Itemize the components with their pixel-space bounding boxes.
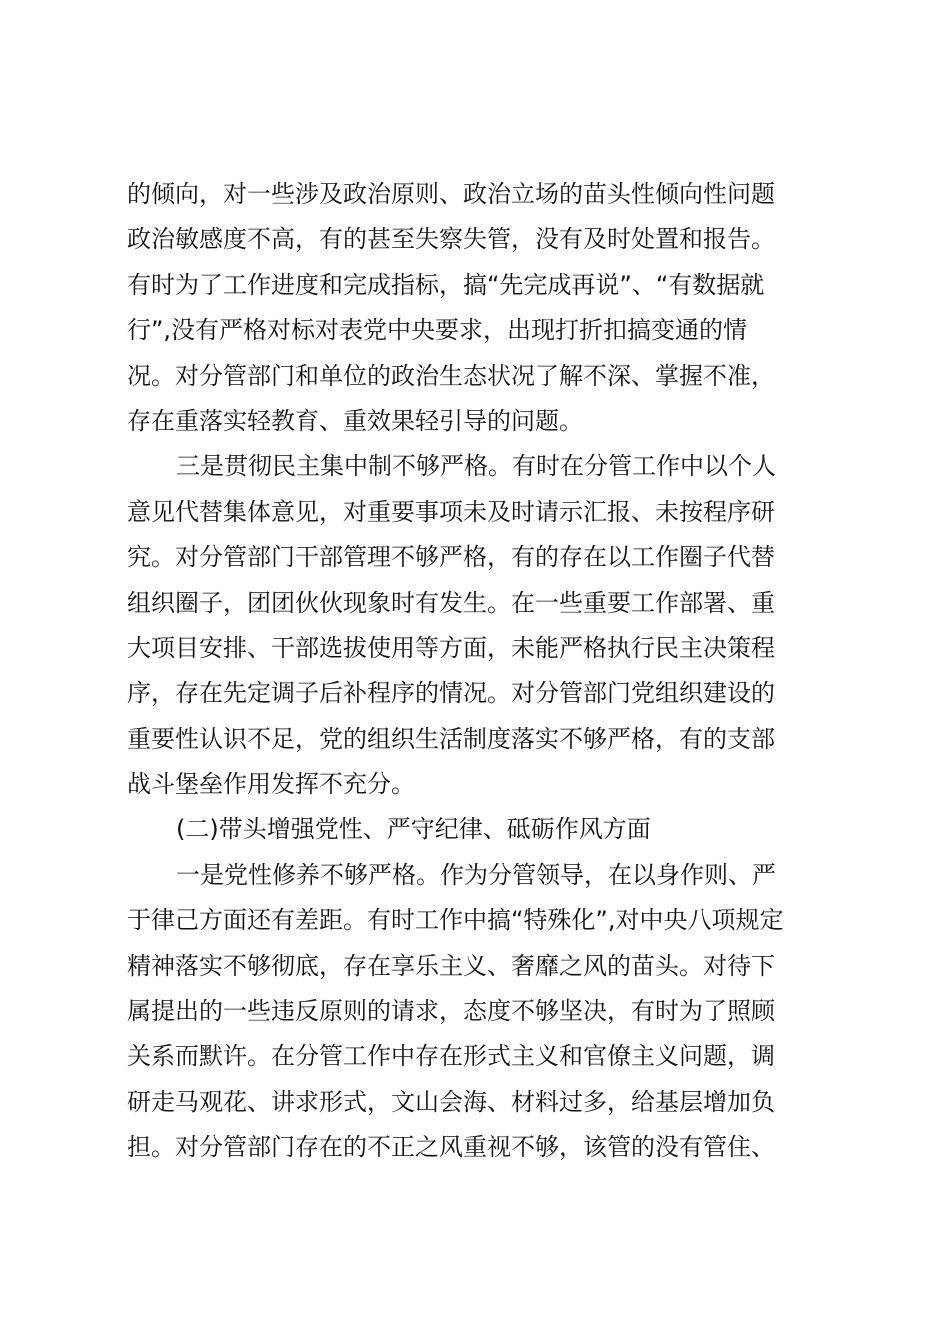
text-line-2: 政治敏感度不高，有的甚至失察失管，没有及时处置和报告。	[127, 225, 775, 254]
text-line-17: 于律己方面还有差距。有时工作中搞“特殊化”,对中央八项规定	[127, 906, 784, 935]
text-line-1: 的倾向，对一些涉及政治原则、政治立场的苗头性倾向性问题	[127, 180, 775, 208]
text-line-22: 担。对分管部门存在的不正之风重视不够，该管的没有管住、	[127, 1133, 775, 1162]
text-line-5: 况。对分管部门和单位的政治生态状况了解不深、掌握不准，	[127, 361, 775, 390]
text-line-4: 行”,没有严格对标对表党中央要求，出现打折扣搞变通的情	[127, 316, 748, 345]
text-line-8: 意见代替集体意见，对重要事项未及时请示汇报、未按程序研	[127, 497, 775, 526]
text-line-6: 存在重落实轻教育、重效果轻引导的问题。	[127, 406, 583, 435]
text-line-9: 究。对分管部门干部管理不够严格，有的存在以工作圈子代替	[127, 543, 775, 572]
document-body	[127, 172, 827, 1171]
text-line-11: 大项目安排、干部选拔使用等方面，未能严格执行民主决策程	[127, 633, 775, 662]
text-line-12: 序，存在先定调子后补程序的情况。对分管部门党组织建设的	[127, 679, 775, 708]
paragraph-start-line: 一是党性修养不够严格。作为分管领导，在以身作则、严	[176, 860, 776, 889]
section-heading: (二)带头增强党性、严守纪律、砥砺作风方面	[176, 815, 651, 844]
text-line-10: 组织圈子，团团伙伙现象时有发生。在一些重要工作部署、重	[127, 588, 775, 617]
text-line-13: 重要性认识不足，党的组织生活制度落实不够严格，有的支部	[127, 724, 775, 753]
text-line-20: 关系而默许。在分管工作中存在形式主义和官僚主义问题，调	[127, 1042, 775, 1071]
text-line-3: 有时为了工作进度和完成指标，搞“先完成再说”、“有数据就	[127, 270, 765, 299]
text-line-21: 研走马观花、讲求形式，文山会海、材料过多，给基层增加负	[127, 1087, 775, 1116]
text-line-18: 精神落实不够彻底，存在享乐主义、奢靡之风的苗头。对待下	[127, 951, 775, 980]
text-line-14: 战斗堡垒作用发挥不充分。	[127, 770, 415, 799]
text-line-19: 属提出的一些违反原则的请求，态度不够坚决，有时为了照顾	[127, 997, 775, 1026]
paragraph-start-line: 三是贯彻民主集中制不够严格。有时在分管工作中以个人	[176, 452, 776, 481]
